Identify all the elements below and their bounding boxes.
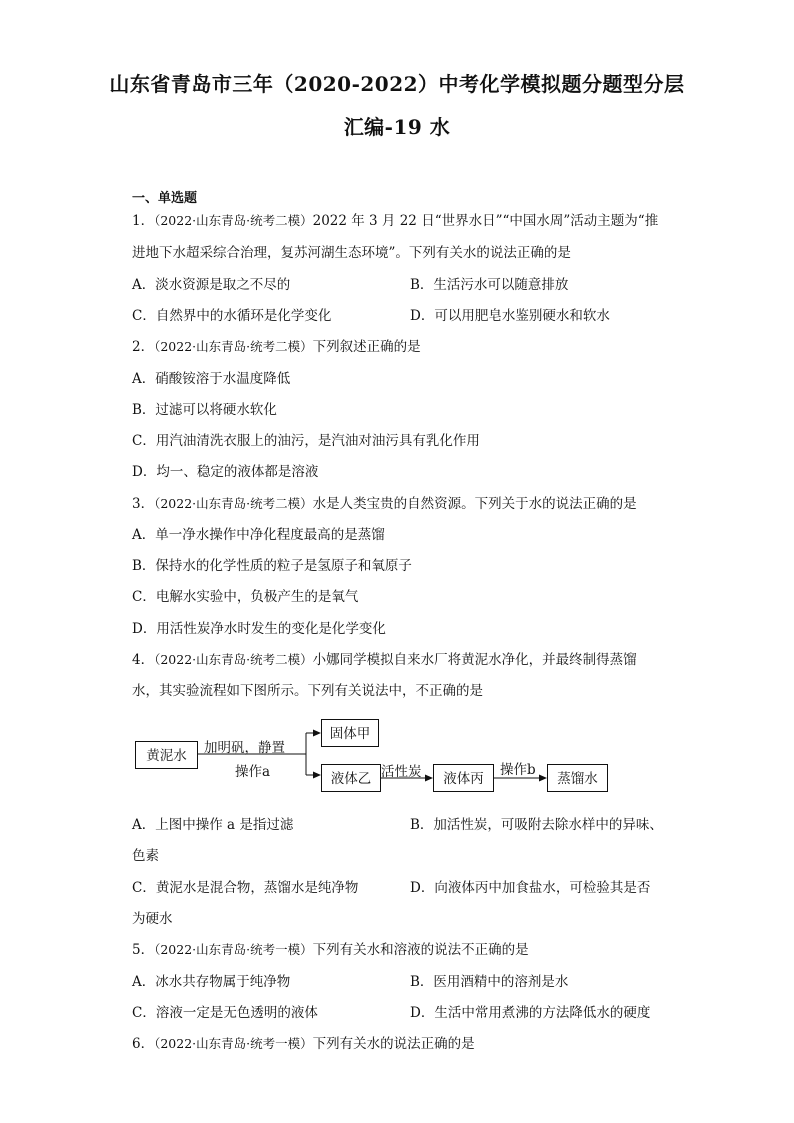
option-d: D．生活中常用煮沸的方法降低水的硬度: [410, 1005, 651, 1021]
option-d: D．用活性炭净水时发生的变化是化学变化: [132, 621, 386, 637]
question-source: （2022·山东青岛·统考二模）: [154, 213, 313, 228]
question-source: （2022·山东青岛·统考二模）: [154, 496, 313, 511]
question-source: （2022·山东青岛·统考二模）: [154, 652, 313, 667]
question-6-stem: [132, 1035, 475, 1053]
flow-label-operation-b: 操作b: [500, 762, 536, 778]
option-b: B．保持水的化学性质的粒子是氢原子和氧原子: [132, 558, 412, 574]
question-number: 5．: [132, 942, 155, 958]
option-d: D．均一、稳定的液体都是溶液: [132, 464, 319, 480]
question-number: 3．: [132, 496, 155, 512]
flow-label-alum: 加明矾，静置: [204, 740, 285, 756]
question-text: 下列叙述正确的是: [312, 339, 421, 355]
flow-box-distilled-water: 蒸馏水: [547, 764, 608, 792]
option-b: B．加活性炭，可吸附去除水样中的异味、: [410, 817, 663, 833]
question-number: 4．: [132, 652, 155, 668]
flow-label-activated-carbon: 活性炭: [381, 764, 422, 780]
question-number: 1．: [132, 213, 155, 229]
question-source: （2022·山东青岛·统考二模）: [154, 339, 313, 354]
question-number: 6．: [132, 1036, 155, 1052]
option-a: A．冰水共存物属于纯净物: [132, 974, 291, 990]
option-a: A．单一净水操作中净化程度最高的是蒸馏: [132, 527, 385, 543]
question-text: 水是人类宝贵的自然资源。下列关于水的说法正确的是: [312, 496, 637, 512]
option-a: A．硝酸铵溶于水温度降低: [132, 371, 291, 387]
option-c: C．自然界中的水循环是化学变化: [132, 308, 332, 324]
option-b: B．医用酒精中的溶剂是水: [410, 974, 569, 990]
question-source: （2022·山东青岛·统考一模）: [154, 942, 313, 957]
question-5-stem: [132, 941, 529, 959]
question-source: （2022·山东青岛·统考一模）: [154, 1036, 313, 1051]
option-b: B．生活污水可以随意排放: [410, 277, 569, 293]
option-a: A．上图中操作 a 是指过滤: [132, 817, 294, 833]
page-title-line1: 山东省青岛市三年（2020-2022）中考化学模拟题分题型分层: [109, 72, 685, 96]
option-d: D．向液体丙中加食盐水，可检验其是否: [410, 880, 651, 896]
question-number: 2．: [132, 339, 155, 355]
option-c: C．电解水实验中，负极产生的是氧气: [132, 589, 359, 605]
question-text: 2022 年 3 月 22 日“世界水日”“中国水周”活动主题为“推: [312, 213, 659, 229]
flow-box-liquid-b: 液体乙: [321, 764, 381, 792]
section-heading: 一、单选题: [132, 191, 198, 206]
option-a: A．淡水资源是取之不尽的: [132, 277, 291, 293]
question-text: 下列有关水的说法正确的是: [312, 1036, 475, 1052]
flow-label-operation-a: 操作a: [235, 764, 271, 780]
page-title-line2: 汇编-19 水: [343, 115, 451, 139]
option-c: C．用汽油清洗衣服上的油污，是汽油对油污具有乳化作用: [132, 433, 480, 449]
question-1-stem-cont: 进地下水超采综合治理，复苏河湖生态环境”。下列有关水的说法正确的是: [132, 245, 571, 261]
flow-box-muddy-water: 黄泥水: [135, 741, 198, 769]
option-b: B．过滤可以将硬水软化: [132, 402, 277, 418]
flow-box-liquid-c: 液体丙: [433, 764, 494, 792]
option-c: C．溶液一定是无色透明的液体: [132, 1005, 318, 1021]
question-text: 下列有关水和溶液的说法不正确的是: [312, 942, 529, 958]
option-d-cont: 为硬水: [132, 911, 173, 927]
option-b-cont: 色素: [132, 848, 159, 864]
question-text: 小娜同学模拟自来水厂将黄泥水净化，并最终制得蒸馏: [312, 652, 637, 668]
option-c: C．黄泥水是混合物，蒸馏水是纯净物: [132, 880, 359, 896]
flow-box-solid-a: 固体甲: [321, 719, 379, 747]
question-4-stem-cont: 水，其实验流程如下图所示。下列有关说法中，不正确的是: [132, 683, 483, 699]
option-d: D．可以用肥皂水鉴别硬水和软水: [410, 308, 610, 324]
